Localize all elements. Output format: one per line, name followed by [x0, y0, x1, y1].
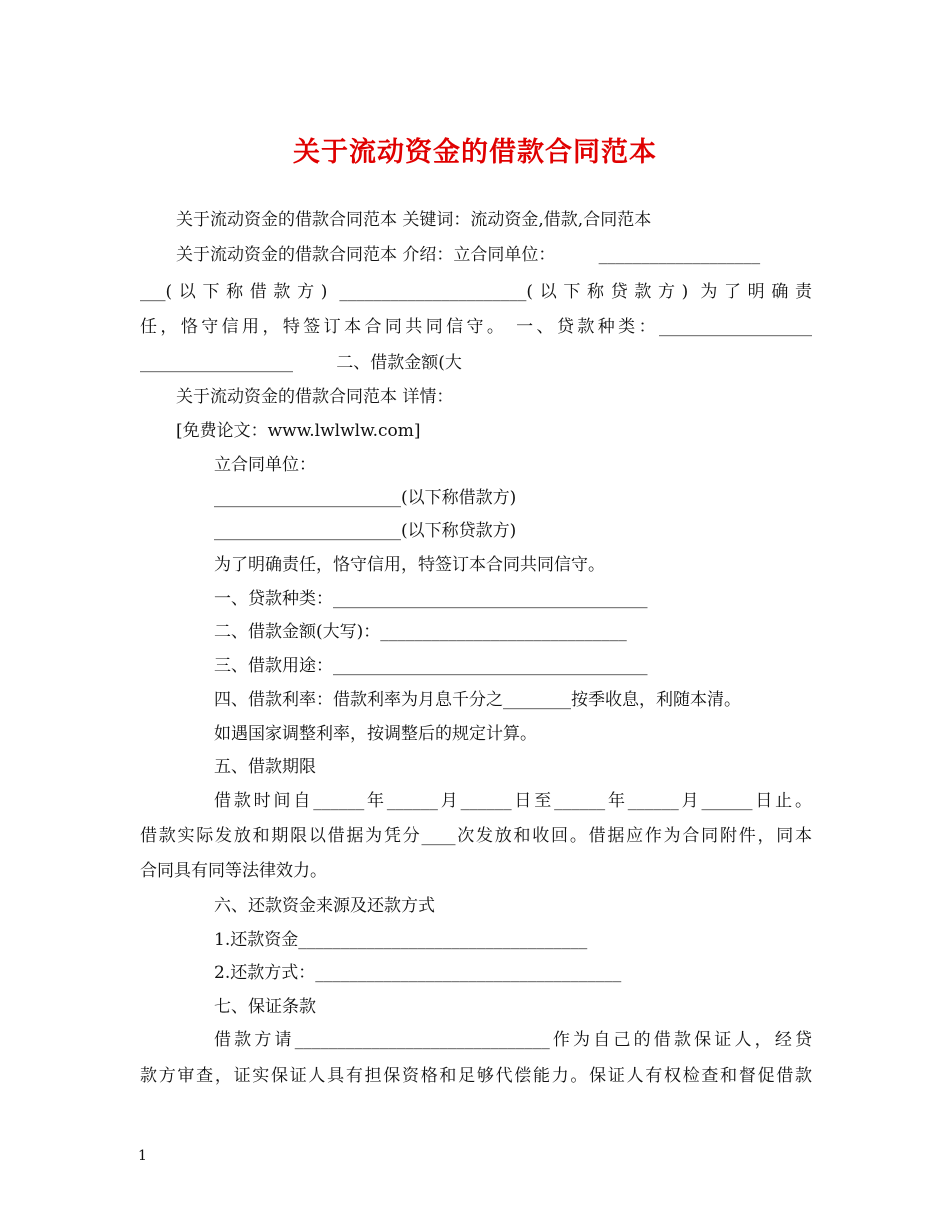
source-line: [免费论文：www.lwlwlw.com] [176, 421, 421, 441]
preamble-line: 为了明确责任，恪守信用，特签订本合同共同信守。 [214, 555, 605, 575]
clause-5-heading: 五、借款期限 [214, 757, 316, 777]
guarantor-line-2: 款方审查，证实保证人具有担保资格和足够代偿能力。保证人有权检查和督促借款 [140, 1066, 812, 1086]
intro-line-4: __________________ 二、借款金额(大 [140, 353, 462, 373]
details-heading: 关于流动资金的借款合同范本 详情： [176, 387, 454, 407]
clause-6-heading: 六、还款资金来源及还款方式 [214, 896, 435, 916]
clause-7-heading: 七、保证条款 [214, 997, 316, 1017]
disbursement-line: 借款实际发放和期限以借据为凭分____次发放和收回。借据应作为合同附件，同本 [140, 826, 812, 846]
repayment-method-line: 2.还款方式：____________________________________ [214, 963, 622, 983]
page-number: 1 [138, 1148, 147, 1164]
document-title: 关于流动资金的借款合同范本 [293, 137, 657, 168]
repayment-source-line: 1.还款资金__________________________________ [214, 930, 588, 950]
intro-line-2: ___(以下称借款方) ______________________(以下称贷款方) 为了明确责 [140, 282, 812, 302]
contract-parties-label: 立合同单位： [214, 455, 316, 475]
clause-3-loan-purpose: 三、借款用途：_____________________________________ [214, 656, 648, 676]
legal-effect-line: 合同具有同等法律效力。 [140, 861, 327, 881]
interest-adjustment-line: 如遇国家调整利率，按调整后的规定计算。 [214, 724, 537, 744]
clause-1-loan-type: 一、贷款种类：_____________________________________ [214, 589, 648, 609]
keywords-line: 关于流动资金的借款合同范本 关键词：流动资金,借款,合同范本 [176, 210, 652, 230]
intro-line-3: 任，恪守信用，特签订本合同共同信守。 一、贷款种类：__________________ [140, 317, 812, 337]
loan-period-line: 借款时间自______年______月______日至______年______月______日止。 [214, 791, 812, 811]
lender-line: ______________________(以下称贷款方) [214, 521, 517, 541]
guarantor-line: 借款方请______________________________作为自己的借款保证人，经贷 [214, 1030, 812, 1050]
clause-2-loan-amount: 二、借款金额(大写)：_____________________________ [214, 622, 627, 642]
clause-4-interest-rate: 四、借款利率：借款利率为月息千分之________按季收息，利随本清。 [214, 690, 741, 710]
borrower-line: ______________________(以下称借款方) [214, 488, 517, 508]
intro-line: 关于流动资金的借款合同范本 介绍：立合同单位： ___________________ [176, 245, 761, 265]
